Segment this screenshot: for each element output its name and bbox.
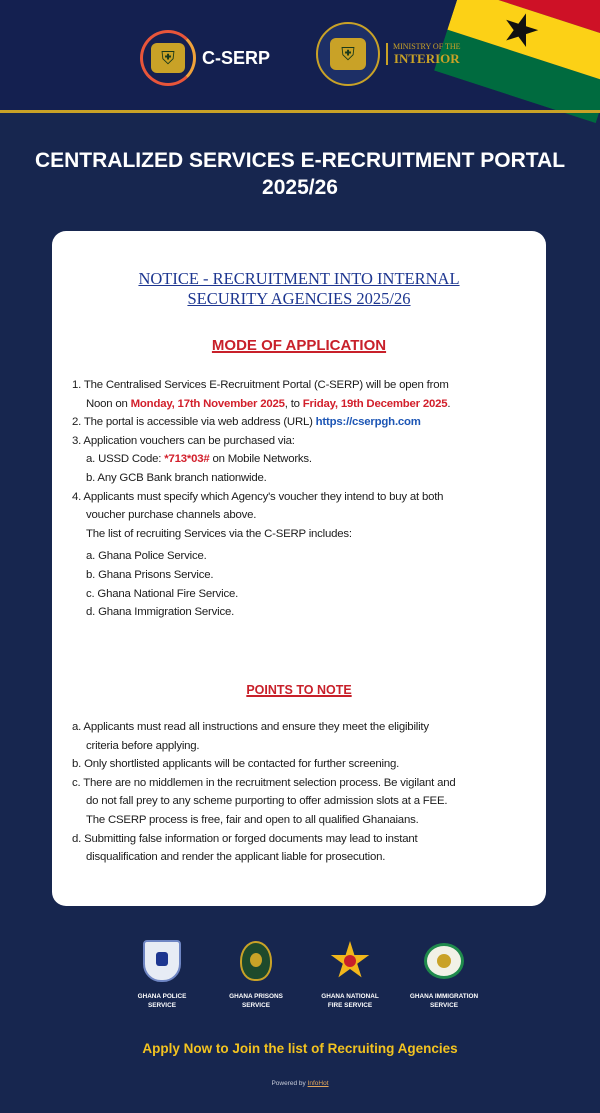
list-item: c. There are no middlemen in the recruitment selection process. Be vigilant and: [72, 776, 456, 789]
service-list-item: b. Ghana Prisons Service.: [86, 568, 214, 581]
list-item: 1. The Centralised Services E-Recruitment Portal (C-SERP) will be open from: [72, 379, 449, 391]
cserp-logo: [140, 30, 270, 86]
ministry-name: MINISTRY OF THE INTERIOR: [386, 43, 461, 65]
coat-of-arms-icon: ⛨: [330, 38, 366, 70]
header-divider: [0, 110, 600, 113]
coat-of-arms-icon: ⛨: [151, 43, 185, 73]
close-date: Friday, 19th December 2025: [302, 397, 448, 410]
open-date: Monday, 17th November 2025: [130, 397, 285, 410]
agency-prisons: [212, 938, 300, 1010]
ministry-seal-icon: [316, 22, 380, 86]
application-steps: [72, 376, 534, 622]
cserp-logo-text: C-SERP: [202, 47, 271, 68]
list-item: b. Only shortlisted applicants will be contacted for further screening.: [72, 758, 400, 771]
agency-police: [118, 938, 206, 1010]
notice-card: [52, 231, 546, 906]
list-item-continuation: voucher purchase channels above.: [86, 509, 257, 522]
list-item-continuation: disqualification and render the applicant liable for prosecution.: [86, 851, 386, 864]
list-item: a. USSD Code: *713*03# on Mobile Networks.: [86, 453, 312, 466]
service-list-item: c. Ghana National Fire Service.: [86, 587, 239, 600]
list-item-continuation: The list of recruiting Services via the C-SERP includes:: [86, 527, 352, 540]
list-item-continuation: do not fall prey to any scheme purporting to offer admission slots at a FEE.: [86, 795, 448, 808]
immigration-crest-icon: [424, 943, 464, 979]
ussd-code: *713*03#: [164, 453, 210, 466]
list-item: d. Submitting false information or forged documents may lead to instant: [72, 832, 418, 845]
agency-immigration: [400, 938, 488, 1010]
prisons-crest-icon: [240, 941, 272, 981]
agency-fire: [306, 938, 394, 1010]
agency-name: GHANA PRISONS SERVICE: [229, 993, 283, 1009]
agency-name: GHANA POLICE SERVICE: [137, 993, 187, 1009]
list-item: 3. Application vouchers can be purchased via:: [72, 434, 295, 447]
list-item: b. Any GCB Bank branch nationwide.: [86, 471, 267, 484]
ministry-logo: [316, 22, 461, 86]
list-item: 2. The portal is accessible via web address (URL) https://cserpgh.com: [72, 416, 421, 429]
list-item-continuation: Noon on Monday, 17th November 2025, to Friday, 19th December 2025.: [86, 397, 451, 410]
powered-by: Powered by InfoHot: [271, 1080, 329, 1087]
service-list-item: a. Ghana Police Service.: [86, 550, 207, 563]
ghana-flag-icon: ★: [434, 0, 600, 123]
agency-logos: [118, 938, 488, 1010]
list-item: a. Applicants must read all instructions and ensure they meet the eligibility: [72, 721, 429, 733]
apply-now-cta[interactable]: Apply Now to Join the list of Recruiting Agencies: [142, 1041, 458, 1056]
page-title: CENTRALIZED SERVICES E-RECRUITMENT PORTAL 2025/26: [34, 149, 566, 199]
points-to-note-heading: POINTS TO NOTE: [246, 683, 352, 697]
service-list-item: d. Ghana Immigration Service.: [86, 606, 235, 619]
mode-of-application-heading: MODE OF APPLICATION: [211, 337, 387, 354]
points-to-note-list: [72, 718, 534, 867]
fire-service-crest-icon: [330, 941, 370, 981]
powered-by-brand[interactable]: InfoHot: [307, 1080, 329, 1087]
notice-title: NOTICE - RECRUITMENT INTO INTERNAL SECURITY AGENCIES 2025/26: [138, 269, 460, 308]
police-crest-icon: [143, 940, 181, 982]
list-item-continuation: The CSERP process is free, fair and open to all qualified Ghanaians.: [86, 813, 419, 826]
list-item-continuation: criteria before applying.: [86, 739, 200, 752]
agency-name: GHANA NATIONAL FIRE SERVICE: [321, 993, 379, 1009]
cserp-ring-icon: [140, 30, 196, 86]
list-item: 4. Applicants must specify which Agency's voucher they intend to buy at both: [72, 490, 444, 503]
header-bar: [0, 0, 600, 112]
portal-url-link[interactable]: https://cserpgh.com: [315, 416, 421, 429]
agency-name: GHANA IMMIGRATION SERVICE: [409, 993, 479, 1009]
